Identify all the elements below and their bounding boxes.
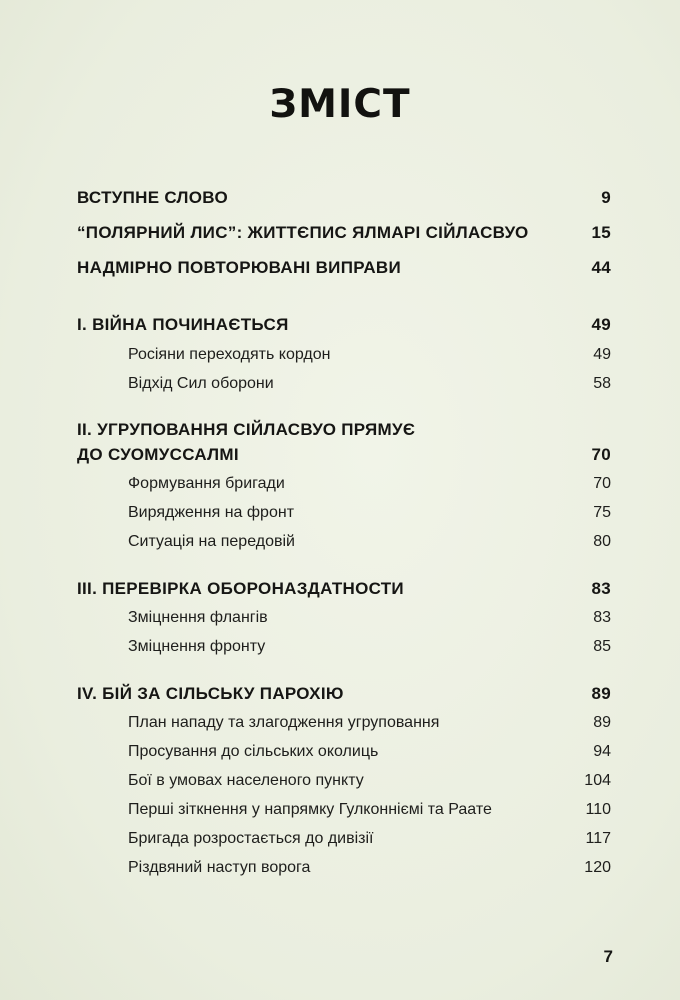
toc-entry-title: IV. БІЙ ЗА СІЛЬСЬКУ ПАРОХІЮ	[77, 684, 344, 703]
toc-entry-title: II. УГРУПОВАННЯ СІЙЛАСВУО ПРЯМУЄ	[77, 420, 416, 439]
toc-entry-title: НАДМІРНО ПОВТОРЮВАНІ ВИПРАВИ	[77, 258, 402, 277]
toc-chapter-continued	[0, 443, 680, 467]
toc-entry-page: 80	[593, 533, 611, 550]
toc-entry-title: I. ВІЙНА ПОЧИНАЄТЬСЯ	[77, 315, 289, 334]
toc-entry-title: Вирядження на фронт	[128, 504, 295, 521]
toc-entry-title: Бої в умовах населеного пункту	[128, 772, 364, 789]
toc-section	[0, 472, 680, 496]
toc-entry	[0, 186, 680, 210]
toc-entry-page: 110	[585, 801, 611, 818]
toc-entry-title: Різдвяний наступ ворога	[128, 859, 311, 876]
toc-entry-title: Бригада розростається до дивізії	[128, 830, 374, 847]
toc-entry-page: 9	[601, 188, 611, 207]
toc-section	[0, 827, 680, 851]
toc-section	[0, 372, 680, 396]
toc-entry-page: 120	[584, 859, 611, 876]
toc-entry-page: 83	[591, 579, 611, 598]
toc-entry-title: Росіяни переходять кордон	[128, 346, 331, 363]
toc-chapter	[0, 577, 680, 601]
toc-section	[0, 635, 680, 659]
toc-entry-title: Формування бригади	[128, 475, 285, 492]
toc-entry-page: 70	[593, 475, 611, 492]
toc-entry-page: 49	[591, 315, 611, 334]
toc-entry	[0, 256, 680, 280]
toc-entry-page: 104	[584, 772, 611, 789]
toc-chapter	[0, 418, 680, 442]
toc-section	[0, 501, 680, 525]
toc-entry-title: Зміцнення флангів	[128, 609, 268, 626]
toc-entry-title: Зміцнення фронту	[128, 638, 266, 655]
toc-section	[0, 343, 680, 367]
toc-section	[0, 856, 680, 880]
toc-entry-title: ДО СУОМУССАЛМІ	[77, 445, 239, 464]
toc-entry-page: 94	[593, 743, 611, 760]
toc-entry-page: 44	[591, 258, 611, 277]
toc-entry-page: 89	[593, 714, 611, 731]
page-title: ЗМІСТ	[269, 82, 411, 127]
toc-entry-title: План нападу та злагодження угруповання	[128, 714, 440, 731]
toc-entry-title: ВСТУПНЕ СЛОВО	[77, 188, 228, 207]
toc-entry-title: Просування до сільських околиць	[128, 743, 379, 760]
toc-entry-page: 75	[593, 504, 611, 521]
toc-entry-page: 70	[591, 445, 611, 464]
toc-section	[0, 530, 680, 554]
toc-section	[0, 606, 680, 630]
toc-entry-page: 49	[593, 346, 611, 363]
toc-entry-page: 15	[591, 223, 611, 242]
toc-section	[0, 798, 680, 822]
toc-entry-page: 83	[593, 609, 611, 626]
toc-entry-page: 85	[593, 638, 611, 655]
toc-entry-page: 58	[593, 375, 611, 392]
toc-entry-title: Ситуація на передовій	[128, 533, 295, 550]
toc-section	[0, 740, 680, 764]
toc-section	[0, 769, 680, 793]
toc-entry-page: 117	[585, 830, 611, 847]
toc-entry-page: 89	[591, 684, 611, 703]
toc-entry-title: III. ПЕРЕВІРКА ОБОРОНАЗДАТНОСТИ	[77, 579, 404, 598]
toc-entry	[0, 221, 680, 245]
toc-entry-title: Перші зіткнення у напрямку Гулконніємі та Раате	[128, 801, 492, 818]
toc-chapter	[0, 682, 680, 706]
toc-entry-title: Відхід Сил оборони	[128, 375, 274, 392]
toc-section	[0, 711, 680, 735]
page-number: 7	[603, 947, 613, 966]
toc-entry-title: “ПОЛЯРНИЙ ЛИС”: ЖИТТЄПИС ЯЛМАРІ СІЙЛАСВУО	[77, 223, 529, 242]
toc-chapter	[0, 313, 680, 337]
